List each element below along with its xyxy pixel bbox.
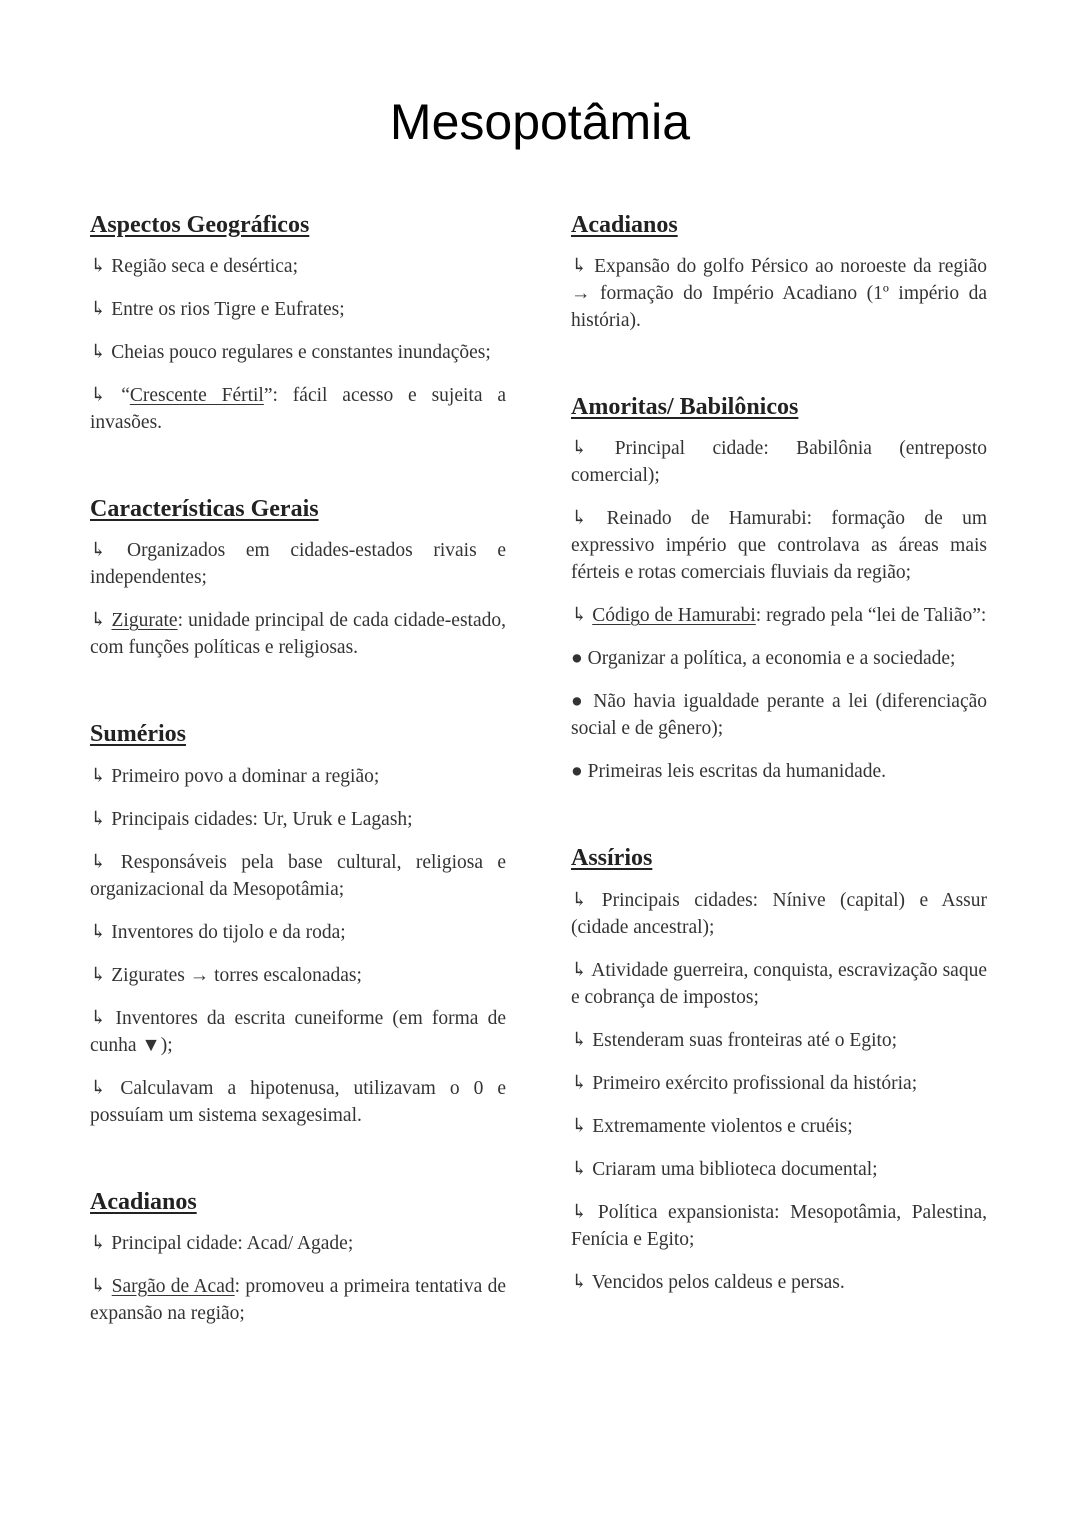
item-prefix: ↳ “ <box>90 385 130 407</box>
item-prefix: ↳ <box>571 605 593 627</box>
item-prefix: ↳ <box>90 1275 112 1297</box>
bullet-item: ● Não havia igualdade perante a lei (diferenciação social e de gênero); <box>571 691 987 740</box>
list-item: ↳ Primeiro povo a dominar a região; <box>90 765 380 787</box>
underlined-term: Código de Hamurabi <box>592 605 756 627</box>
section-amoritas-babilonicos <box>571 392 987 785</box>
section-heading: Sumérios <box>90 721 186 748</box>
list-item: ↳ Região seca e desértica; <box>90 256 298 278</box>
list-item: ↳ Zigurates → torres escalonadas; <box>90 964 362 986</box>
section-acadianos <box>90 1187 506 1327</box>
section-heading: Acadianos <box>90 1188 197 1215</box>
list-item: ↳ Organizados em cidades-estados rivais e independentes; <box>90 540 506 589</box>
bullet-item: ● Organizar a política, a economia e a sociedade; <box>571 648 956 670</box>
item-text: : unidade principal de cada cidade-estado, com funções políticas e religiosas. <box>90 610 506 659</box>
list-item: ↳ Principais cidades: Ur, Uruk e Lagash; <box>90 808 413 830</box>
underlined-term: Zigurate <box>111 610 178 632</box>
list-item <box>90 1273 506 1327</box>
list-item: ↳ Reinado de Hamurabi: formação de um expressivo império que controlava as áreas mais férteis e rotas comerciais fluviais da região; <box>571 508 987 584</box>
section-heading: Acadianos <box>571 212 678 238</box>
list-item: ↳ Entre os rios Tigre e Eufrates; <box>90 299 345 321</box>
list-item <box>90 382 506 436</box>
list-item: ↳ Principal cidade: Acad/ Agade; <box>90 1232 354 1254</box>
list-item: ↳ Extremamente violentos e cruéis; <box>571 1115 853 1137</box>
list-item: ↳ Calculavam a hipotenusa, utilizavam o 0 e possuíam um sistema sexagesimal. <box>90 1077 506 1126</box>
list-item: ↳ Política expansionista: Mesopotâmia, Palestina, Fenícia e Egito; <box>571 1201 987 1250</box>
item-text: : regrado pela “lei de Talião”: <box>755 605 987 627</box>
section-heading: Características Gerais <box>90 496 319 523</box>
list-item: ↳ Responsáveis pela base cultural, religiosa e organizacional da Mesopotâmia; <box>90 851 506 900</box>
left-column <box>90 210 506 1385</box>
list-item: ↳ Expansão do golfo Pérsico ao noroeste da região → formação do Império Acadiano (1º império da história). <box>571 256 987 332</box>
underlined-term: Sargão de Acad <box>111 1275 235 1297</box>
section-acadianos-continued <box>571 210 987 334</box>
page-title: Mesopotâmia <box>389 94 691 150</box>
section-aspectos-geograficos <box>90 210 506 436</box>
item-text: ”: fácil acesso e sujeita a invasões. <box>90 385 506 434</box>
item-text: : promoveu a primeira tentativa de expansão na região; <box>90 1275 506 1324</box>
list-item: ↳ Principais cidades: Nínive (capital) e Assur (cidade ancestral); <box>571 889 987 938</box>
list-item <box>90 607 506 661</box>
bullet-item: ● Primeiras leis escritas da humanidade. <box>571 761 887 783</box>
list-item: ↳ Estenderam suas fronteiras até o Egito; <box>571 1029 898 1051</box>
list-item: ↳ Cheias pouco regulares e constantes inundações; <box>90 342 491 364</box>
list-item: ↳ Principal cidade: Babilônia (entreposto comercial); <box>571 438 987 487</box>
list-item: ↳ Atividade guerreira, conquista, escravização saque e cobrança de impostos; <box>571 959 987 1008</box>
list-item <box>571 602 987 629</box>
section-assirios <box>571 843 987 1295</box>
list-item: ↳ Inventores da escrita cuneiforme (em forma de cunha ▼); <box>90 1007 506 1056</box>
right-column <box>571 210 987 1354</box>
list-item: ↳ Criaram uma biblioteca documental; <box>571 1158 878 1180</box>
section-heading: Amoritas/ Babilônicos <box>571 394 799 421</box>
section-caracteristicas-gerais <box>90 494 506 661</box>
section-heading: Assírios <box>571 845 653 872</box>
list-item: ↳ Vencidos pelos caldeus e persas. <box>571 1271 845 1293</box>
item-prefix: ↳ <box>90 610 112 632</box>
section-sumerios <box>90 719 506 1128</box>
section-heading: Aspectos Geográficos <box>90 212 310 238</box>
underlined-term: Crescente Fértil <box>129 385 264 407</box>
list-item: ↳ Primeiro exército profissional da história; <box>571 1072 918 1094</box>
list-item: ↳ Inventores do tijolo e da roda; <box>90 921 346 943</box>
